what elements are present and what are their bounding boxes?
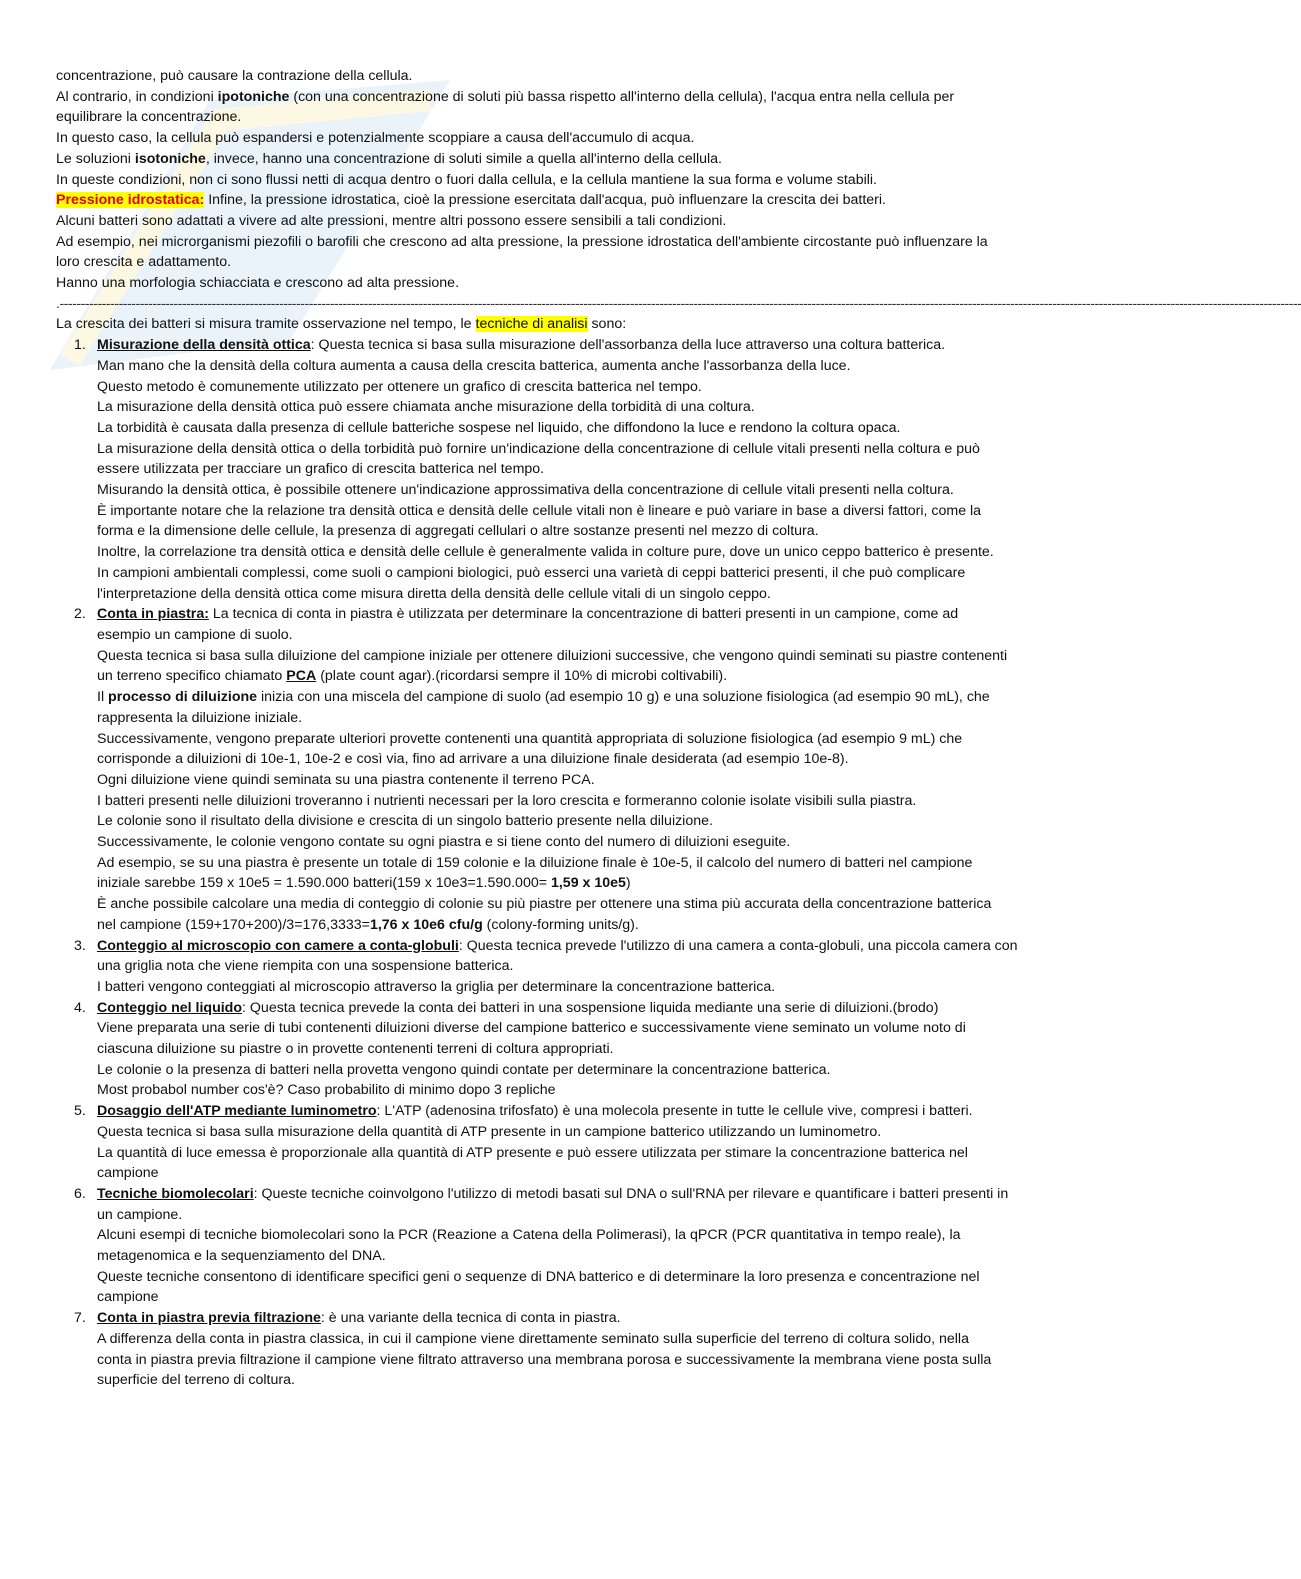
- list-item: 6. Tecniche biomolecolari: Queste tecniche coinvolgono l'utilizzo di metodi basati sul DNA o sull'RNA per rilevare e quantificare i batteri presenti in un campione. Alcuni esempi di tecniche biomolecolari sono la PCR (Reazione a Catena della Polimerasi), la qPCR (PCR quantitativa in tempo reale), la metagenomica e la sequenziamento del DNA. Queste tecniche consentono di identificare specifici geni o sequenze di DNA batterico e di determinare la loro presenza e concentrazione nel campione: [74, 1185, 1009, 1306]
- text-line: Ad esempio, nei microrganismi piezofili o barofili che crescono ad alta pressione, la pressione idrostatica dell'ambiente circostante può influenzare la: [56, 233, 988, 250]
- term-title: Tecniche biomolecolari: [97, 1185, 254, 1202]
- text-line: Hanno una morfologia schiacciata e crescono ad alta pressione.: [56, 275, 460, 292]
- term-title: Conteggio al microscopio con camere a conta-globuli: [97, 937, 459, 954]
- separator-line: .------------------------------------------------------------------------------------------------------------------------------------------------------------------------------------------------------------------------------------------------------------------------------------------------------: [56, 295, 1301, 312]
- list-item: 7. Conta in piastra previa filtrazione: è una variante della tecnica di conta in piastra. A differenza della conta in piastra classica, in cui il campione viene direttamente seminato sulla superficie del terreno di coltura solido, nella conta in piastra previa filtrazione il campione viene filtrato attraverso una membrana porosa e successivamente la membrana viene posta sulla superficie del terreno di coltura.: [74, 1310, 992, 1389]
- lead-line: La crescita dei batteri si misura tramite osservazione nel tempo, le tecniche di analisi sono:: [56, 316, 627, 333]
- term-title: Conteggio nel liquido: [97, 999, 243, 1016]
- text-line: concentrazione, può causare la contrazione della cellula.: [56, 68, 413, 84]
- term-title: Dosaggio dell'ATP mediante luminometro: [97, 1103, 377, 1120]
- list-item: 3. Conteggio al microscopio con camere a conta-globuli: Questa tecnica prevede l'utilizzo di una camera a conta-globuli, una piccola camera con una griglia nota che viene riempita con una sospensione batterica. I batteri vengono conteggiati al microscopio attraverso la griglia per determinare la concentrazione batterica.: [74, 937, 1018, 995]
- term-title: Conta in piastra:: [97, 606, 209, 623]
- highlighted-text: tecniche di analisi: [475, 316, 588, 333]
- list-item: 2. Conta in piastra: La tecnica di conta in piastra è utilizzata per determinare la concentrazione di batteri presenti in un campione, come ad esempio un campione di suolo. Questa tecnica si basa sulla diluizione del campione iniziale per ottenere diluizioni successive, che vengono quindi seminati su piastre contenenti un terreno specifico chiamato PCA (plate count agar).(ricordarsi sempre il 10% di microbi coltivabili). Il processo di diluizione inizia con una miscela del campione di suolo (ad esempio 10 g) e una soluzione fisiologica (ad esempio 90 mL), che rappresenta la diluizione iniziale. Successivamente, vengono preparate ulteriori provette contenenti una quantità appropriata di soluzione fisiologica (ad esempio 9 mL) che corrisponde a diluizioni di 10e-1, 10e-2 e così via, fino ad arrivare a una diluizione finale desiderata (ad esempio 10e-8). Ogni diluizione viene quindi seminata su una piastra contenente il terreno PCA. I batteri presenti nelle diluizioni troveranno i nutrienti necessari per la loro crescita e formeranno colonie isolate visibili sulla piastra. Le colonie sono il risultato della divisione e crescita di un singolo batterio presente nella diluizione. Successivamente, le colonie vengono contate su ogni piastra e si tiene conto del numero di diluizioni eseguite. Ad esempio, se su una piastra è presente un totale di 159 colonie e la diluizione finale è 10e-5, il calcolo del numero di batteri nel campione iniziale sarebbe 159 x 10e5 = 1.590.000 batteri(159 x 10e3=1.590.000= 1,59 x 10e5) È anche possibile calcolare una media di conteggio di colonie su più piastre per ottenere una stima più accurata della concentrazione batterica nel campione (159+170+200)/3=176,3333=1,76 x 10e6 cfu/g (colony-forming units/g).: [74, 606, 1008, 933]
- list-item: 4. Conteggio nel liquido: Questa tecnica prevede la conta dei batteri in una sospensione liquida mediante una serie di diluizioni.(brodo) Viene preparata una serie di tubi contenenti diluizioni diverse del campione batterico e successivamente viene seminato un volume noto di ciascuna diluizione su piastre o in provette contenenti terreni di coltura appropriati. Le colonie o la presenza di batteri nella provetta vengono quindi contate per determinare la concentrazione batterica. Most probabol number cos'è? Caso probabilito di minimo dopo 3 repliche: [74, 999, 966, 1099]
- techniques-list: [56, 335, 1096, 1391]
- text-line: loro crescita e adattamento.: [56, 254, 232, 271]
- term-title: Misurazione della densità ottica: [97, 337, 311, 354]
- text-line: Pressione idrostatica: Infine, la pressione idrostatica, cioè la pressione esercitata dall'acqua, può influenzare la crescita dei batteri.: [56, 192, 886, 209]
- text-line: In queste condizioni, non ci sono flussi netti di acqua dentro o fuori dalla cellula, e la cellula mantiene la sua forma e volume stabili.: [56, 171, 877, 188]
- highlighted-heading: Pressione idrostatica:: [56, 192, 205, 209]
- text-line: equilibrare la concentrazione.: [56, 109, 242, 126]
- text-line: In questo caso, la cellula può espandersi e potenzialmente scoppiare a causa dell'accumulo di acqua.: [56, 130, 695, 147]
- text-line: Alcuni batteri sono adattati a vivere ad alte pressioni, mentre altri possono essere sensibili a tali condizioni.: [56, 212, 727, 229]
- list-item: 5. Dosaggio dell'ATP mediante luminometro: L'ATP (adenosina trifosfato) è una molecola presente in tutte le cellule vive, compresi i batteri. Questa tecnica si basa sulla misurazione della quantità di ATP presente in un campione batterico utilizzando un luminometro. La quantità di luce emessa è proporzionale alla quantità di ATP presente e può essere utilizzata per stimare la concentrazione batterica nel campione: [74, 1103, 973, 1182]
- text-line: Al contrario, in condizioni ipotoniche (con una concentrazione di soluti più bassa rispetto all'interno della cellula), l'acqua entra nella cellula per: [56, 88, 955, 105]
- document-page: [56, 66, 1301, 1391]
- text-line: Le soluzioni isotoniche, invece, hanno una concentrazione di soluti simile a quella all'interno della cellula.: [56, 150, 722, 167]
- list-item: 1. Misurazione della densità ottica: Questa tecnica si basa sulla misurazione dell'assorbanza della luce attraverso una coltura batterica. Man mano che la densità della coltura aumenta a causa della crescita batterica, aumenta anche l'assorbanza della luce. Questo metodo è comunemente utilizzato per ottenere un grafico di crescita batterica nel tempo. La misurazione della densità ottica può essere chiamata anche misurazione della torbidità di una coltura. La torbidità è causata dalla presenza di cellule batteriche sospese nel liquido, che diffondono la luce e rendono la coltura opaca. La misurazione della densità ottica o della torbidità può fornire un'indicazione della concentrazione di cellule vitali presenti nella coltura e può essere utilizzata per tracciare un grafico di crescita batterica nel tempo. Misurando la densità ottica, è possibile ottenere un'indicazione approssimativa della concentrazione di cellule vitali presenti nella coltura. È importante notare che la relazione tra densità ottica e densità delle cellule vitali non è lineare e può variare in base a diversi fattori, come la forma e la dimensione delle cellule, la presenza di aggregati cellulari o altre sostanze presenti nel mezzo di coltura. Inoltre, la correlazione tra densità ottica e densità delle cellule è generalmente valida in colture pure, dove un unico ceppo batterico è presente. In campioni ambientali complessi, come suoli o campioni biologici, può esserci una varietà di ceppi batterici presenti, il che può complicare l'interpretazione della densità ottica come misura diretta della densità delle cellule vitali di un singolo ceppo.: [74, 337, 994, 602]
- term-title: Conta in piastra previa filtrazione: [97, 1310, 321, 1327]
